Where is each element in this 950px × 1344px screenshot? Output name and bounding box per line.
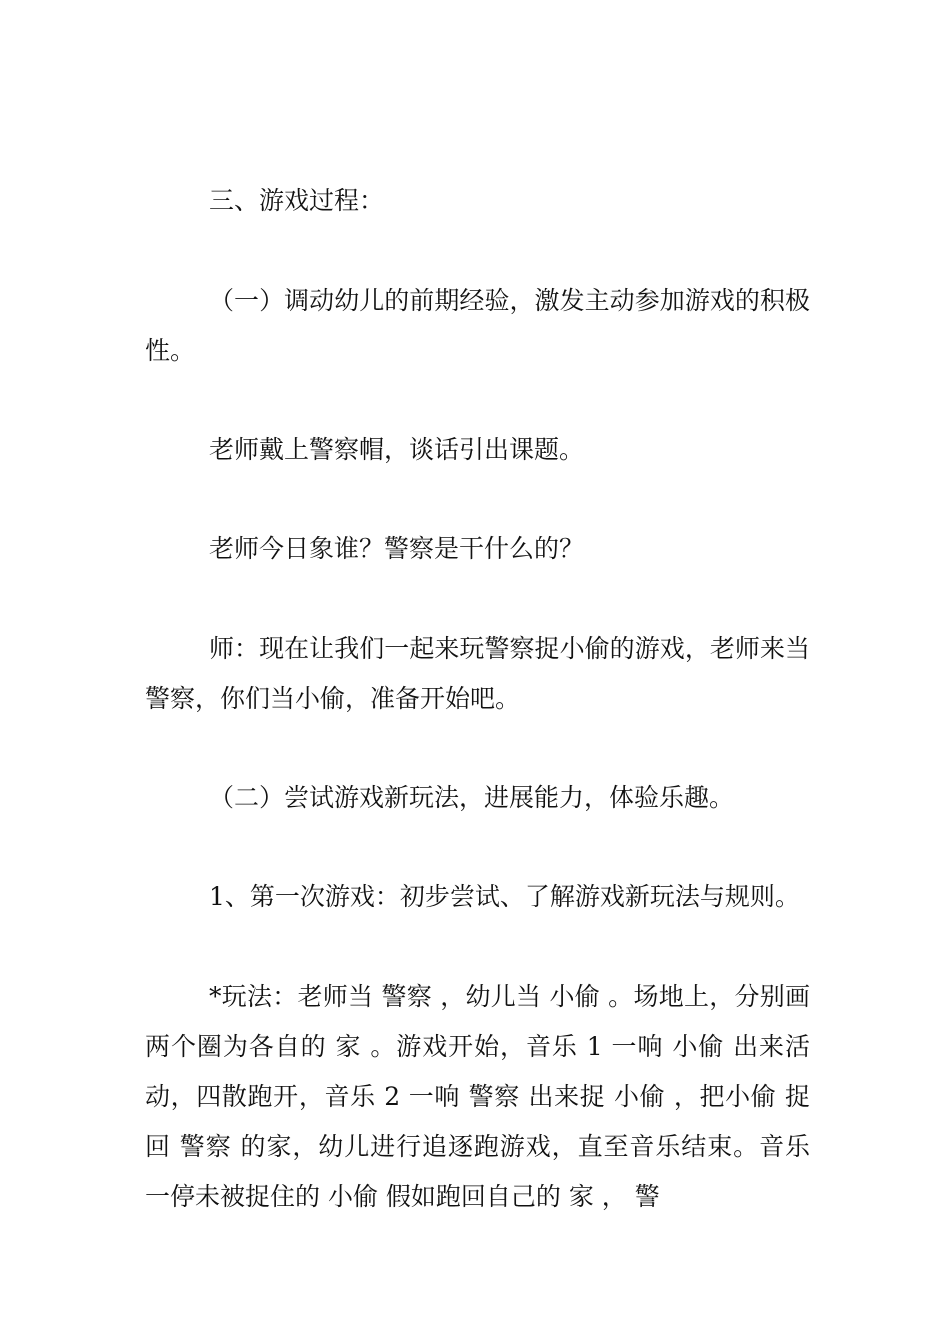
paragraph-teacher-question: 老师今日象谁？警察是干什么的？ <box>209 534 585 563</box>
subsection-heading-2: （二）尝试游戏新玩法，进展能力，体验乐趣。 <box>209 783 735 812</box>
paragraph-first-game: 1、第一次游戏：初步尝试、了解游戏新玩法与规则。 <box>209 882 800 911</box>
paragraph-teacher-hat: 老师戴上警察帽，谈话引出课题。 <box>209 435 585 464</box>
paragraph-teacher-speech: 师：现在让我们一起来玩警察捉小偷的游戏，老师来当警察，你们当小偷，准备开始吧。 <box>145 634 810 713</box>
subsection-heading-1: （一）调动幼儿的前期经验，激发主动参加游戏的积极性。 <box>145 286 810 365</box>
section-heading: 三、游戏过程： <box>209 186 385 215</box>
paragraph-gameplay-rules: *玩法：老师当 警察 ，幼儿当 小偷 。场地上，分别画两个圈为各自的 家 。游戏开始，音乐 1 一响 小偷 出来活动，四散跑开，音乐 2 一响 警察 出来捉 小偷 ，把小偷 捉回 警察 的家，幼儿进行追逐跑游戏，直至音乐结束。音乐一停未被捉住的 小偷 假如跑回自己的 家 ， 警 <box>145 982 810 1211</box>
